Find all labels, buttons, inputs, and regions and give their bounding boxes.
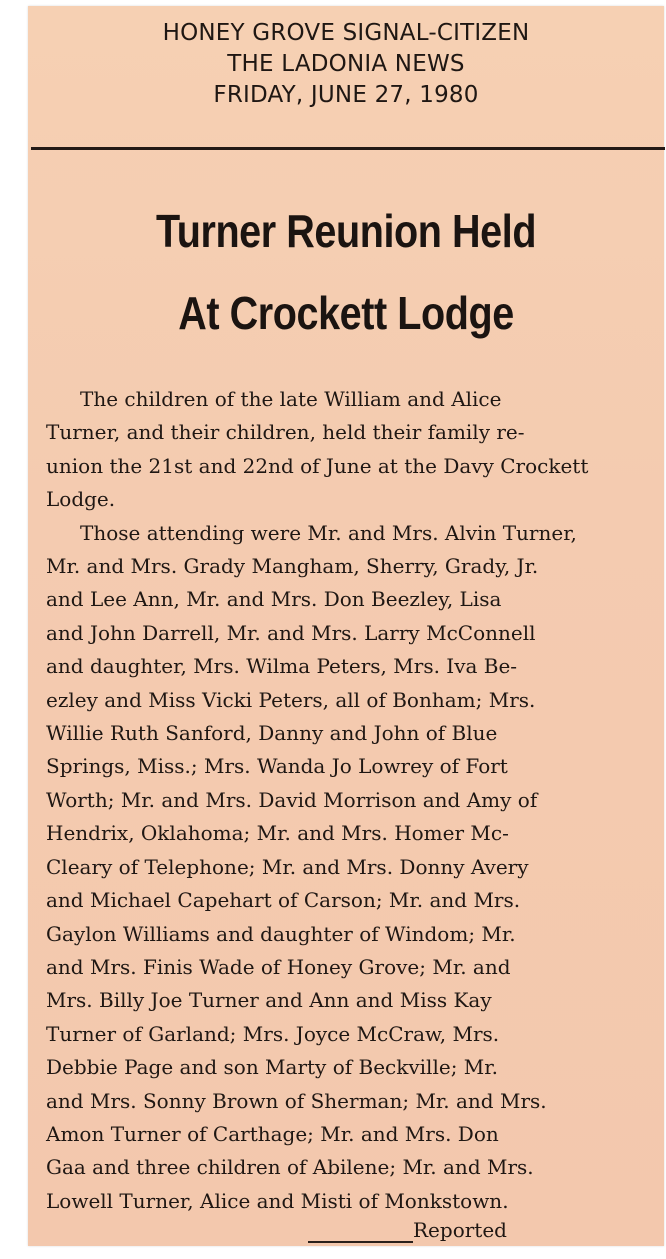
article-line: Worth; Mr. and Mrs. David Morrison and Amy of	[46, 787, 538, 812]
article-line: Mr. and Mrs. Grady Mangham, Sherry, Grady, Jr.	[46, 554, 539, 579]
headline	[73, 190, 620, 354]
article-line: union the 21st and 22nd of June at the Davy Crockett	[46, 453, 589, 478]
article-body	[46, 383, 646, 1218]
masthead-paper-name: HONEY GROVE SIGNAL-CITIZEN	[162, 20, 530, 46]
masthead-divider	[31, 147, 665, 150]
article-line: Gaylon Williams and daughter of Windom; Mr.	[46, 921, 516, 946]
signoff-rule	[308, 1241, 413, 1243]
masthead	[28, 18, 664, 111]
masthead-secondary-paper: THE LADONIA NEWS	[227, 51, 465, 77]
article-line: Lodge.	[46, 487, 116, 512]
article-line: Those attending were Mr. and Mrs. Alvin Turner,	[80, 520, 577, 545]
article-line: Springs, Miss.; Mrs. Wanda Jo Lowrey of Fort	[46, 754, 508, 779]
signoff-text: Reported	[413, 1218, 507, 1242]
article-line: and daughter, Mrs. Wilma Peters, Mrs. Iva Be-	[46, 654, 518, 679]
article-line: Hendrix, Oklahoma; Mr. and Mrs. Homer Mc-	[46, 821, 509, 846]
article-line: Debbie Page and son Marty of Beckville; Mr.	[46, 1055, 498, 1080]
article-line: Turner of Garland; Mrs. Joyce McCraw, Mrs.	[46, 1021, 500, 1046]
headline-line-2: At Crockett Lodge	[178, 287, 514, 339]
article-line: and John Darrell, Mr. and Mrs. Larry McConnell	[46, 620, 536, 645]
headline-line-1: Turner Reunion Held	[155, 205, 537, 257]
article-line: Willie Ruth Sanford, Danny and John of Blue	[46, 721, 498, 746]
article-line: and Michael Capehart of Carson; Mr. and Mrs.	[46, 888, 521, 913]
newspaper-clipping	[28, 6, 664, 1246]
article-line: and Mrs. Sonny Brown of Sherman; Mr. and Mrs.	[46, 1088, 547, 1113]
article-line: Turner, and their children, held their family re-	[46, 420, 525, 445]
article-line: Cleary of Telephone; Mr. and Mrs. Donny Avery	[46, 854, 529, 879]
article-line: and Mrs. Finis Wade of Honey Grove; Mr. and	[46, 954, 511, 979]
article-line: The children of the late William and Alice	[80, 387, 502, 411]
article-line: Mrs. Billy Joe Turner and Ann and Miss Kay	[46, 988, 492, 1013]
article-line: Lowell Turner, Alice and Misti of Monkstown.	[46, 1188, 509, 1213]
article-line: Amon Turner of Carthage; Mr. and Mrs. Don	[46, 1121, 499, 1146]
article-line: and Lee Ann, Mr. and Mrs. Don Beezley, Lisa	[46, 587, 502, 612]
article-line: ezley and Miss Vicki Peters, all of Bonham; Mrs.	[46, 687, 536, 712]
masthead-date: FRIDAY, JUNE 27, 1980	[213, 82, 479, 108]
article-line: Gaa and three children of Abilene; Mr. and Mrs.	[46, 1155, 534, 1180]
